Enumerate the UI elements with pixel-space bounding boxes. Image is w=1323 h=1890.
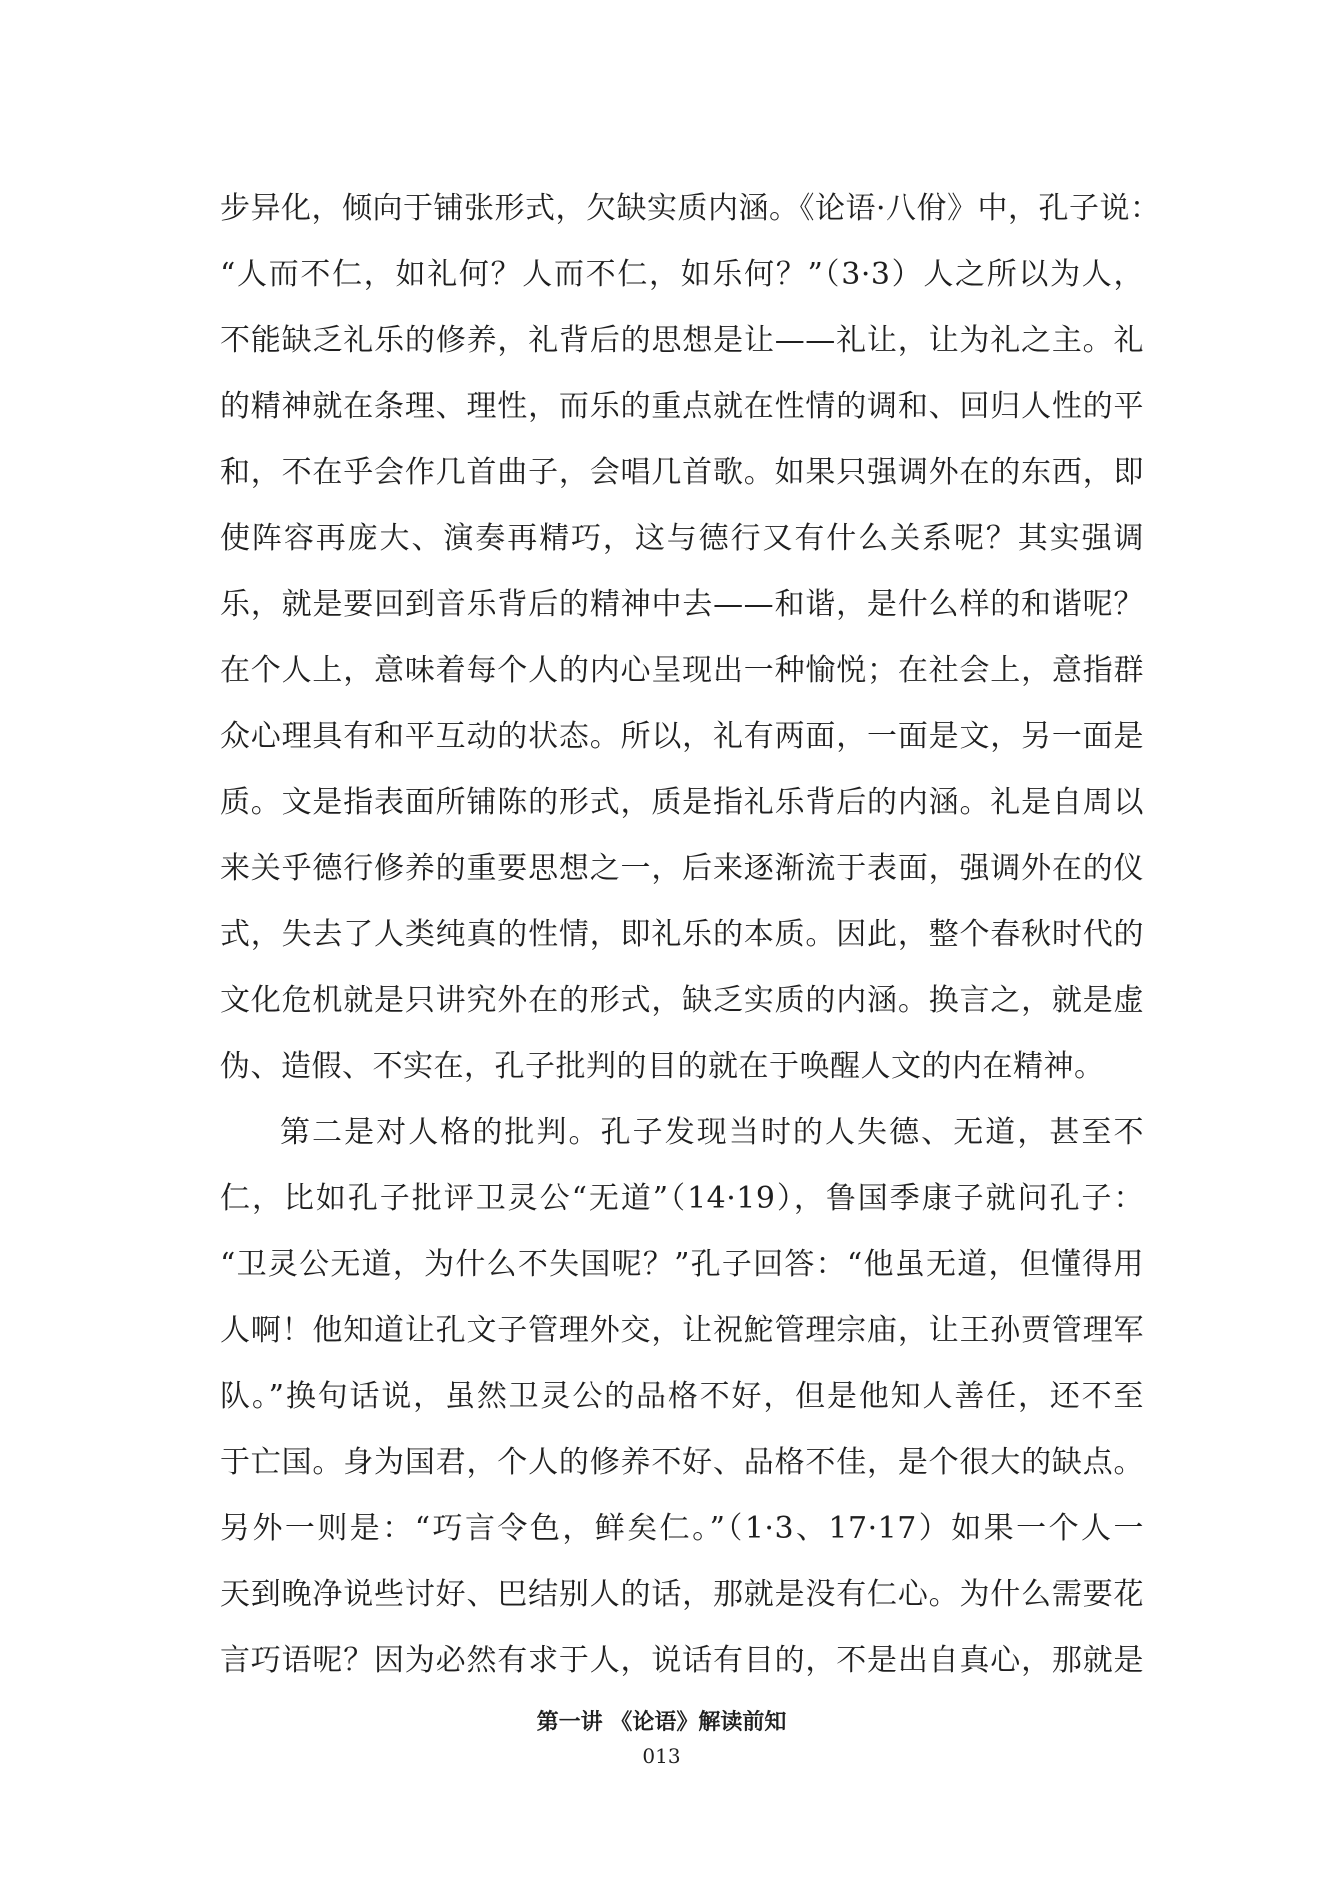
text-line: “卫灵公无道，为什么不失国呢？”孔子回答：“他虽无道，但懂得用 [220, 1247, 1144, 1282]
text-line: 不能缺乏礼乐的修养，礼背后的思想是让——礼让，让为礼之主。礼 [220, 323, 1144, 358]
text-line: 伪、造假、不实在，孔子批判的目的就在于唤醒人文的内在精神。 [220, 1049, 1105, 1084]
text-line: 来关乎德行修养的重要思想之一，后来逐渐流于表面，强调外在的仪 [220, 851, 1144, 886]
text-line: 式，失去了人类纯真的性情，即礼乐的本质。因此，整个春秋时代的 [220, 917, 1144, 952]
text-line: 言巧语呢？因为必然有求于人，说话有目的，不是出自真心，那就是 [220, 1643, 1144, 1678]
text-line: 人啊！他知道让孔文子管理外交，让祝鮀管理宗庙，让王孙贾管理军 [220, 1313, 1144, 1348]
text-line: 质。文是指表面所铺陈的形式，质是指礼乐背后的内涵。礼是自周以 [220, 785, 1144, 820]
text-line: 众心理具有和平互动的状态。所以，礼有两面，一面是文，另一面是 [220, 719, 1144, 754]
text-line: “人而不仁，如礼何？人而不仁，如乐何？”（3·3）人之所以为人， [220, 257, 1144, 292]
text-line: 于亡国。身为国君，个人的修养不好、品格不佳，是个很大的缺点。 [220, 1445, 1144, 1480]
text-line: 步异化，倾向于铺张形式，欠缺实质内涵。《论语·八佾》中，孔子说： [220, 191, 1161, 226]
paragraph-2 [220, 1100, 1144, 1694]
running-footer-title: 第一讲 《论语》解读前知 [536, 1709, 787, 1735]
text-line: 文化危机就是只讲究外在的形式，缺乏实质的内涵。换言之，就是虚 [220, 983, 1144, 1018]
text-line: 另外一则是：“巧言令色，鲜矣仁。”（1·3、17·17）如果一个人一 [220, 1511, 1144, 1546]
text-line: 第二是对人格的批判。孔子发现当时的人失德、无道，甚至不 [280, 1115, 1144, 1150]
page-number: 013 [642, 1744, 681, 1768]
text-line: 乐，就是要回到音乐背后的精神中去——和谐，是什么样的和谐呢？ [220, 587, 1144, 622]
text-line: 仁，比如孔子批评卫灵公“无道”（14·19），鲁国季康子就问孔子： [220, 1181, 1144, 1216]
text-line: 的精神就在条理、理性，而乐的重点就在性情的调和、回归人性的平 [220, 389, 1144, 424]
paragraph-1 [220, 176, 1161, 1100]
text-line: 使阵容再庞大、演奏再精巧，这与德行又有什么关系呢？其实强调 [220, 521, 1144, 556]
text-line: 和，不在乎会作几首曲子，会唱几首歌。如果只强调外在的东西，即 [220, 455, 1144, 490]
text-line: 队。”换句话说，虽然卫灵公的品格不好，但是他知人善任，还不至 [220, 1379, 1144, 1414]
text-line: 天到晚净说些讨好、巴结别人的话，那就是没有仁心。为什么需要花 [220, 1577, 1144, 1612]
text-line: 在个人上，意味着每个人的内心呈现出一种愉悦；在社会上，意指群 [220, 653, 1144, 688]
body-text [220, 176, 1161, 1694]
